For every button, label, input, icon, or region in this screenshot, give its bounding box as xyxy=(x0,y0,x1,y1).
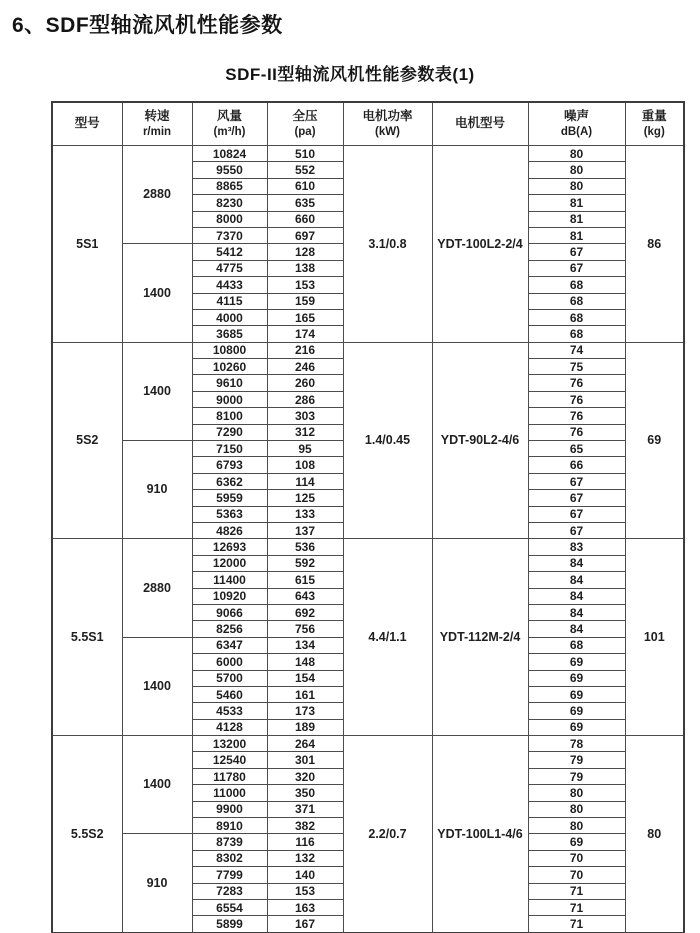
airflow-cell: 6000 xyxy=(192,654,267,670)
header-label: 型号 xyxy=(74,116,100,131)
noise-cell: 68 xyxy=(528,277,625,293)
header-unit: (pa) xyxy=(294,125,316,138)
pressure-cell: 350 xyxy=(267,785,343,801)
noise-cell: 84 xyxy=(528,572,625,588)
speed-cell: 910 xyxy=(122,441,192,539)
airflow-cell: 8302 xyxy=(192,850,267,866)
header-label: 电机型号 xyxy=(454,116,505,131)
weight-cell: 101 xyxy=(625,539,684,736)
airflow-cell: 6347 xyxy=(192,637,267,653)
pressure-cell: 756 xyxy=(267,621,343,637)
noise-cell: 67 xyxy=(528,473,625,489)
header-model xyxy=(52,102,122,146)
airflow-cell: 11780 xyxy=(192,768,267,784)
pressure-cell: 246 xyxy=(267,359,343,375)
speed-cell: 2880 xyxy=(122,146,192,244)
noise-cell: 80 xyxy=(528,785,625,801)
pressure-cell: 174 xyxy=(267,326,343,342)
airflow-cell: 5363 xyxy=(192,506,267,522)
airflow-cell: 8256 xyxy=(192,621,267,637)
airflow-cell: 4115 xyxy=(192,293,267,309)
noise-cell: 76 xyxy=(528,375,625,391)
speed-cell: 1400 xyxy=(122,342,192,440)
pressure-cell: 286 xyxy=(267,391,343,407)
header-row xyxy=(52,102,684,146)
header-speed xyxy=(122,102,192,146)
pressure-cell: 536 xyxy=(267,539,343,555)
pressure-cell: 320 xyxy=(267,768,343,784)
noise-cell: 67 xyxy=(528,490,625,506)
airflow-cell: 7290 xyxy=(192,424,267,440)
airflow-cell: 4433 xyxy=(192,277,267,293)
table-row xyxy=(52,146,684,162)
header-weight xyxy=(625,102,684,146)
noise-cell: 79 xyxy=(528,768,625,784)
noise-cell: 84 xyxy=(528,621,625,637)
table-row xyxy=(52,736,684,752)
fan-performance-table xyxy=(51,101,685,933)
header-label: 电机功率 xyxy=(362,109,413,123)
noise-cell: 75 xyxy=(528,359,625,375)
noise-cell: 67 xyxy=(528,506,625,522)
airflow-cell: 5899 xyxy=(192,916,267,933)
pressure-cell: 137 xyxy=(267,522,343,538)
airflow-cell: 9550 xyxy=(192,162,267,178)
pressure-cell: 167 xyxy=(267,916,343,933)
noise-cell: 68 xyxy=(528,326,625,342)
airflow-cell: 10920 xyxy=(192,588,267,604)
model-cell: 5S1 xyxy=(52,146,122,343)
motor-power-cell: 3.1/0.8 xyxy=(343,146,432,343)
airflow-cell: 10824 xyxy=(192,146,267,162)
noise-cell: 80 xyxy=(528,801,625,817)
pressure-cell: 510 xyxy=(267,146,343,162)
motor-power-cell: 2.2/0.7 xyxy=(343,736,432,933)
pressure-cell: 161 xyxy=(267,686,343,702)
noise-cell: 65 xyxy=(528,441,625,457)
header-label: 风量 xyxy=(216,109,242,123)
noise-cell: 80 xyxy=(528,178,625,194)
pressure-cell: 692 xyxy=(267,604,343,620)
airflow-cell: 7150 xyxy=(192,441,267,457)
table-caption: SDF-II型轴流风机性能参数表(1) xyxy=(225,65,475,84)
airflow-cell: 5460 xyxy=(192,686,267,702)
noise-cell: 71 xyxy=(528,883,625,899)
pressure-cell: 153 xyxy=(267,883,343,899)
pressure-cell: 148 xyxy=(267,654,343,670)
noise-cell: 71 xyxy=(528,899,625,915)
noise-cell: 84 xyxy=(528,555,625,571)
airflow-cell: 8000 xyxy=(192,211,267,227)
pressure-cell: 133 xyxy=(267,506,343,522)
airflow-cell: 6554 xyxy=(192,899,267,915)
airflow-cell: 6793 xyxy=(192,457,267,473)
pressure-cell: 371 xyxy=(267,801,343,817)
airflow-cell: 4000 xyxy=(192,309,267,325)
pressure-cell: 610 xyxy=(267,178,343,194)
noise-cell: 79 xyxy=(528,752,625,768)
pressure-cell: 125 xyxy=(267,490,343,506)
motor-model-cell: YDT-112M-2/4 xyxy=(432,539,528,736)
noise-cell: 69 xyxy=(528,654,625,670)
speed-cell: 910 xyxy=(122,834,192,933)
airflow-cell: 8230 xyxy=(192,195,267,211)
airflow-cell: 8100 xyxy=(192,408,267,424)
header-unit: (m³/h) xyxy=(213,125,246,138)
noise-cell: 80 xyxy=(528,162,625,178)
airflow-cell: 10800 xyxy=(192,342,267,358)
airflow-cell: 5700 xyxy=(192,670,267,686)
header-unit: r/min xyxy=(142,125,172,138)
pressure-cell: 116 xyxy=(267,834,343,850)
noise-cell: 81 xyxy=(528,227,625,243)
pressure-cell: 108 xyxy=(267,457,343,473)
noise-cell: 80 xyxy=(528,146,625,162)
pressure-cell: 132 xyxy=(267,850,343,866)
airflow-cell: 3685 xyxy=(192,326,267,342)
noise-cell: 81 xyxy=(528,195,625,211)
pressure-cell: 173 xyxy=(267,703,343,719)
pressure-cell: 189 xyxy=(267,719,343,735)
weight-cell: 69 xyxy=(625,342,684,539)
header-unit: (kg) xyxy=(643,125,665,138)
pressure-cell: 159 xyxy=(267,293,343,309)
noise-cell: 76 xyxy=(528,424,625,440)
header-motor xyxy=(432,102,528,146)
noise-cell: 83 xyxy=(528,539,625,555)
pressure-cell: 615 xyxy=(267,572,343,588)
header-label: 全压 xyxy=(292,109,318,123)
noise-cell: 67 xyxy=(528,244,625,260)
header-airflow xyxy=(192,102,267,146)
motor-model-cell: YDT-90L2-4/6 xyxy=(432,342,528,539)
speed-cell: 1400 xyxy=(122,637,192,735)
airflow-cell: 9610 xyxy=(192,375,267,391)
pressure-cell: 301 xyxy=(267,752,343,768)
header-label: 转速 xyxy=(144,109,170,123)
airflow-cell: 6362 xyxy=(192,473,267,489)
noise-cell: 84 xyxy=(528,604,625,620)
noise-cell: 69 xyxy=(528,834,625,850)
speed-cell: 2880 xyxy=(122,539,192,637)
noise-cell: 70 xyxy=(528,867,625,883)
airflow-cell: 4533 xyxy=(192,703,267,719)
pressure-cell: 165 xyxy=(267,309,343,325)
table-header xyxy=(52,102,684,146)
airflow-cell: 7370 xyxy=(192,227,267,243)
motor-power-cell: 4.4/1.1 xyxy=(343,539,432,736)
airflow-cell: 7283 xyxy=(192,883,267,899)
table-body xyxy=(52,146,684,933)
airflow-cell: 8910 xyxy=(192,818,267,834)
noise-cell: 68 xyxy=(528,293,625,309)
header-pressure xyxy=(267,102,343,146)
model-cell: 5.5S1 xyxy=(52,539,122,736)
noise-cell: 70 xyxy=(528,850,625,866)
pressure-cell: 95 xyxy=(267,441,343,457)
pressure-cell: 660 xyxy=(267,211,343,227)
pressure-cell: 303 xyxy=(267,408,343,424)
airflow-cell: 12000 xyxy=(192,555,267,571)
airflow-cell: 7799 xyxy=(192,867,267,883)
pressure-cell: 154 xyxy=(267,670,343,686)
header-unit: dB(A) xyxy=(560,125,593,138)
noise-cell: 74 xyxy=(528,342,625,358)
speed-cell: 1400 xyxy=(122,244,192,342)
pressure-cell: 635 xyxy=(267,195,343,211)
noise-cell: 71 xyxy=(528,916,625,933)
pressure-cell: 128 xyxy=(267,244,343,260)
pressure-cell: 216 xyxy=(267,342,343,358)
noise-cell: 67 xyxy=(528,260,625,276)
airflow-cell: 9066 xyxy=(192,604,267,620)
pressure-cell: 264 xyxy=(267,736,343,752)
pressure-cell: 153 xyxy=(267,277,343,293)
airflow-cell: 4826 xyxy=(192,522,267,538)
noise-cell: 69 xyxy=(528,719,625,735)
model-cell: 5S2 xyxy=(52,342,122,539)
pressure-cell: 552 xyxy=(267,162,343,178)
model-cell: 5.5S2 xyxy=(52,736,122,933)
airflow-cell: 9900 xyxy=(192,801,267,817)
airflow-cell: 13200 xyxy=(192,736,267,752)
header-unit: (kW) xyxy=(375,125,400,138)
airflow-cell: 5412 xyxy=(192,244,267,260)
pressure-cell: 592 xyxy=(267,555,343,571)
motor-model-cell: YDT-100L2-2/4 xyxy=(432,146,528,343)
airflow-cell: 9000 xyxy=(192,391,267,407)
airflow-cell: 5959 xyxy=(192,490,267,506)
pressure-cell: 114 xyxy=(267,473,343,489)
header-power xyxy=(343,102,432,146)
speed-cell: 1400 xyxy=(122,736,192,834)
pressure-cell: 643 xyxy=(267,588,343,604)
pressure-cell: 138 xyxy=(267,260,343,276)
noise-cell: 76 xyxy=(528,391,625,407)
noise-cell: 80 xyxy=(528,818,625,834)
table-row xyxy=(52,342,684,358)
airflow-cell: 10260 xyxy=(192,359,267,375)
airflow-cell: 11400 xyxy=(192,572,267,588)
motor-model-cell: YDT-100L1-4/6 xyxy=(432,736,528,933)
airflow-cell: 11000 xyxy=(192,785,267,801)
pressure-cell: 697 xyxy=(267,227,343,243)
pressure-cell: 312 xyxy=(267,424,343,440)
noise-cell: 68 xyxy=(528,637,625,653)
airflow-cell: 8739 xyxy=(192,834,267,850)
airflow-cell: 4128 xyxy=(192,719,267,735)
pressure-cell: 260 xyxy=(267,375,343,391)
noise-cell: 81 xyxy=(528,211,625,227)
noise-cell: 69 xyxy=(528,670,625,686)
pressure-cell: 382 xyxy=(267,818,343,834)
pressure-cell: 134 xyxy=(267,637,343,653)
table-row xyxy=(52,539,684,555)
airflow-cell: 12693 xyxy=(192,539,267,555)
header-label: 重量 xyxy=(641,109,667,123)
pressure-cell: 140 xyxy=(267,867,343,883)
noise-cell: 78 xyxy=(528,736,625,752)
airflow-cell: 8865 xyxy=(192,178,267,194)
motor-power-cell: 1.4/0.45 xyxy=(343,342,432,539)
noise-cell: 68 xyxy=(528,309,625,325)
page-title: 6、SDF型轴流风机性能参数 xyxy=(12,14,283,37)
noise-cell: 69 xyxy=(528,686,625,702)
header-label: 噪声 xyxy=(563,109,589,123)
weight-cell: 80 xyxy=(625,736,684,933)
noise-cell: 66 xyxy=(528,457,625,473)
airflow-cell: 4775 xyxy=(192,260,267,276)
weight-cell: 86 xyxy=(625,146,684,343)
noise-cell: 76 xyxy=(528,408,625,424)
airflow-cell: 12540 xyxy=(192,752,267,768)
noise-cell: 67 xyxy=(528,522,625,538)
header-noise xyxy=(528,102,625,146)
pressure-cell: 163 xyxy=(267,899,343,915)
noise-cell: 69 xyxy=(528,703,625,719)
noise-cell: 84 xyxy=(528,588,625,604)
